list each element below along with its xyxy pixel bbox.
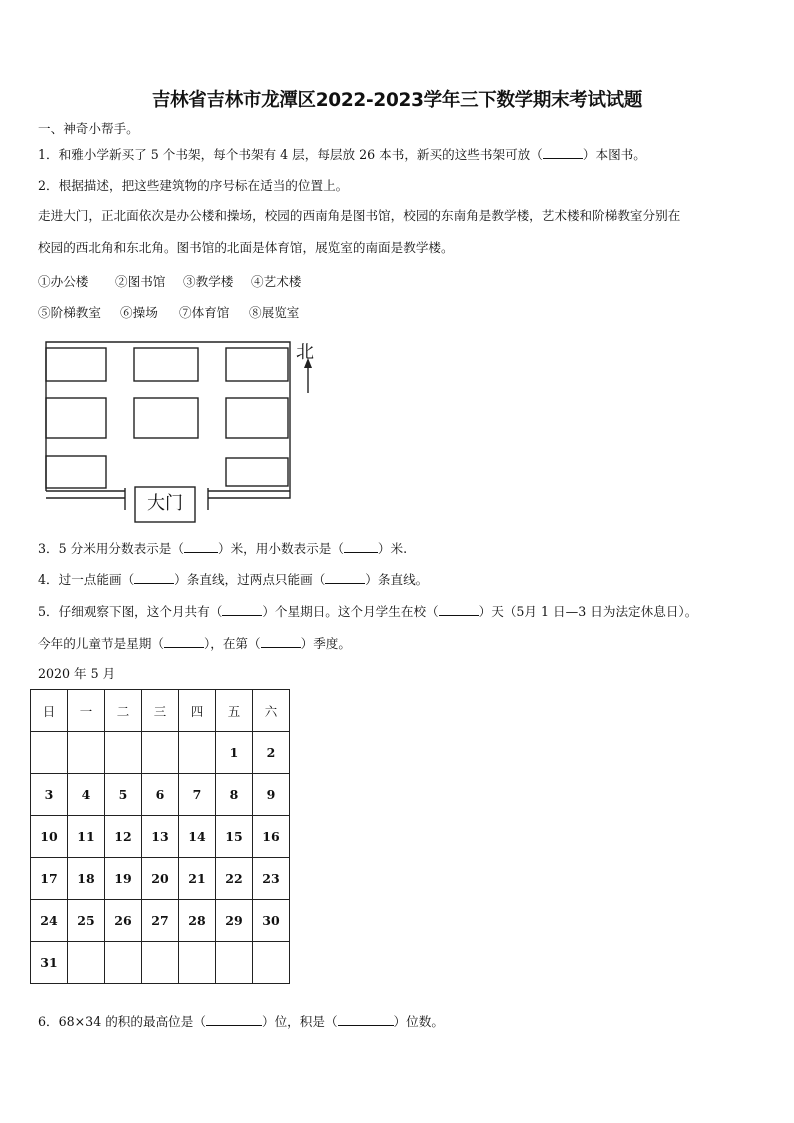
calendar-day [179,732,216,774]
question-5-line1 [38,604,697,620]
calendar-day [105,942,142,984]
calendar-day: 1 [216,732,253,774]
building-options-row1 [38,271,301,290]
calendar-day: 4 [68,774,105,816]
calendar-day: 24 [31,900,68,942]
q6-text-b: ）位，积是（ [261,1014,338,1029]
slot-southwest [46,456,106,488]
calendar-day: 23 [253,858,290,900]
weekday-sun: 日 [31,690,68,732]
calendar-day: 14 [179,816,216,858]
calendar-day: 5 [105,774,142,816]
calendar-day [216,942,253,984]
q5-text-f: ）季度。 [300,636,351,651]
q5-sundays-blank[interactable] [222,604,262,616]
q5-text-e: ），在第（ [203,636,261,651]
calendar-day: 12 [105,816,142,858]
option-exhibition-room: ⑧展览室 [249,305,300,320]
slot-northeast [226,348,288,381]
slot-center [134,398,198,438]
calendar-day: 15 [216,816,253,858]
question-1 [38,147,646,163]
calendar-week-row [31,942,290,984]
calendar-day [68,942,105,984]
q3-text-b: ）米，用小数表示是（ [217,541,344,556]
gate-label: 大门 [147,493,183,514]
calendar-day: 8 [216,774,253,816]
q4-blank-2[interactable] [325,572,365,584]
weekday-fri: 五 [216,690,253,732]
q4-text-b: ）条直线，过两点只能画（ [174,572,326,587]
calendar-day: 30 [253,900,290,942]
q3-decimal-blank[interactable] [344,541,378,553]
weekday-wed: 三 [142,690,179,732]
calendar-day: 20 [142,858,179,900]
slot-east [226,398,288,438]
q6-text-c: ）位数。 [393,1014,444,1029]
calendar-day [142,732,179,774]
option-library: ②图书馆 [115,274,166,289]
question-5-line2 [38,636,351,652]
slot-west [46,398,106,438]
q5-weekday-blank[interactable] [164,636,204,648]
calendar-day [31,732,68,774]
calendar-day: 19 [105,858,142,900]
q5-text-b: ）个星期日。这个月学生在校（ [262,604,439,619]
q4-text-c: ）条直线。 [365,572,429,587]
calendar-day: 31 [31,942,68,984]
calendar-day: 7 [179,774,216,816]
page-title: 吉林省吉林市龙潭区2022-2023学年三下数学期末考试试题 [151,90,643,111]
calendar-day: 26 [105,900,142,942]
calendar-may-2020 [30,689,290,984]
option-gym: ⑦体育馆 [179,305,230,320]
calendar-caption: 2020 年 5 月 [38,666,116,681]
calendar-day: 16 [253,816,290,858]
calendar-week-row [31,774,290,816]
q4-blank-1[interactable] [134,572,174,584]
calendar-week-row [31,858,290,900]
calendar-week-row [31,816,290,858]
q1-answer-blank[interactable] [543,147,583,159]
calendar-day: 3 [31,774,68,816]
q3-text-c: ）米. [377,541,408,556]
question-2-desc-line1: 走进大门，正北面依次是办公楼和操场，校园的西南角是图书馆，校园的东南角是教学楼，艺术楼和阶梯教室分别在 [38,208,681,223]
q5-text-c: ）天（5月 1 日—3 日为法定休息日）。 [478,604,698,619]
calendar-day [105,732,142,774]
question-6 [38,1014,444,1030]
calendar-day: 9 [253,774,290,816]
calendar-day: 22 [216,858,253,900]
calendar-day [68,732,105,774]
campus-map [38,338,328,528]
calendar-day: 6 [142,774,179,816]
q5-text-d: 今年的儿童节是星期（ [38,636,164,651]
question-3 [38,541,407,557]
calendar-weekday-row [31,690,290,732]
q3-fraction-blank[interactable] [184,541,218,553]
option-lecture-hall: ⑤阶梯教室 [38,305,101,320]
weekday-thu: 四 [179,690,216,732]
q1-text-a: 1．和雅小学新买了 5 个书架，每个书架有 4 层，每层放 26 本书，新买的这些书架可放（ [38,147,543,162]
question-2-instruction: 2．根据描述，把这些建筑物的序号标在适当的位置上。 [38,178,349,193]
option-office: ①办公楼 [38,274,89,289]
weekday-sat: 六 [253,690,290,732]
question-4 [38,572,428,588]
north-label: 北 [296,342,314,363]
weekday-tue: 二 [105,690,142,732]
q5-text-a: 5．仔细观察下图，这个月共有（ [38,604,223,619]
calendar-week-row [31,900,290,942]
calendar-day [253,942,290,984]
q5-school-days-blank[interactable] [439,604,479,616]
calendar-day: 10 [31,816,68,858]
campus-wall [46,342,290,498]
calendar-week-row [31,732,290,774]
calendar-day: 21 [179,858,216,900]
q4-text-a: 4．过一点能画（ [38,572,135,587]
q6-highest-place-blank[interactable] [206,1014,262,1026]
q1-text-b: ）本图书。 [582,147,646,162]
calendar-day: 2 [253,732,290,774]
q6-text-a: 6．68×34 的积的最高位是（ [38,1014,206,1029]
q6-digit-count-blank[interactable] [338,1014,394,1026]
calendar-day: 11 [68,816,105,858]
calendar-day: 29 [216,900,253,942]
calendar-day [142,942,179,984]
calendar-day: 27 [142,900,179,942]
calendar-day: 25 [68,900,105,942]
calendar-day [179,942,216,984]
weekday-mon: 一 [68,690,105,732]
q5-quarter-blank[interactable] [261,636,301,648]
option-playground: ⑥操场 [120,305,158,320]
building-options-row2 [38,302,299,321]
calendar-day: 18 [68,858,105,900]
question-2-desc-line2: 校园的西北角和东北角。图书馆的北面是体育馆，展览室的南面是教学楼。 [38,240,454,255]
slot-southeast [226,458,288,486]
calendar-day: 28 [179,900,216,942]
calendar-day: 13 [142,816,179,858]
option-art-building: ④艺术楼 [251,274,302,289]
q3-text-a: 3．5 分米用分数表示是（ [38,541,184,556]
calendar-day: 17 [31,858,68,900]
slot-northwest [46,348,106,381]
section-heading: 一、神奇小帮手。 [38,121,139,136]
slot-north-center [134,348,198,381]
option-teaching-building: ③教学楼 [183,274,234,289]
